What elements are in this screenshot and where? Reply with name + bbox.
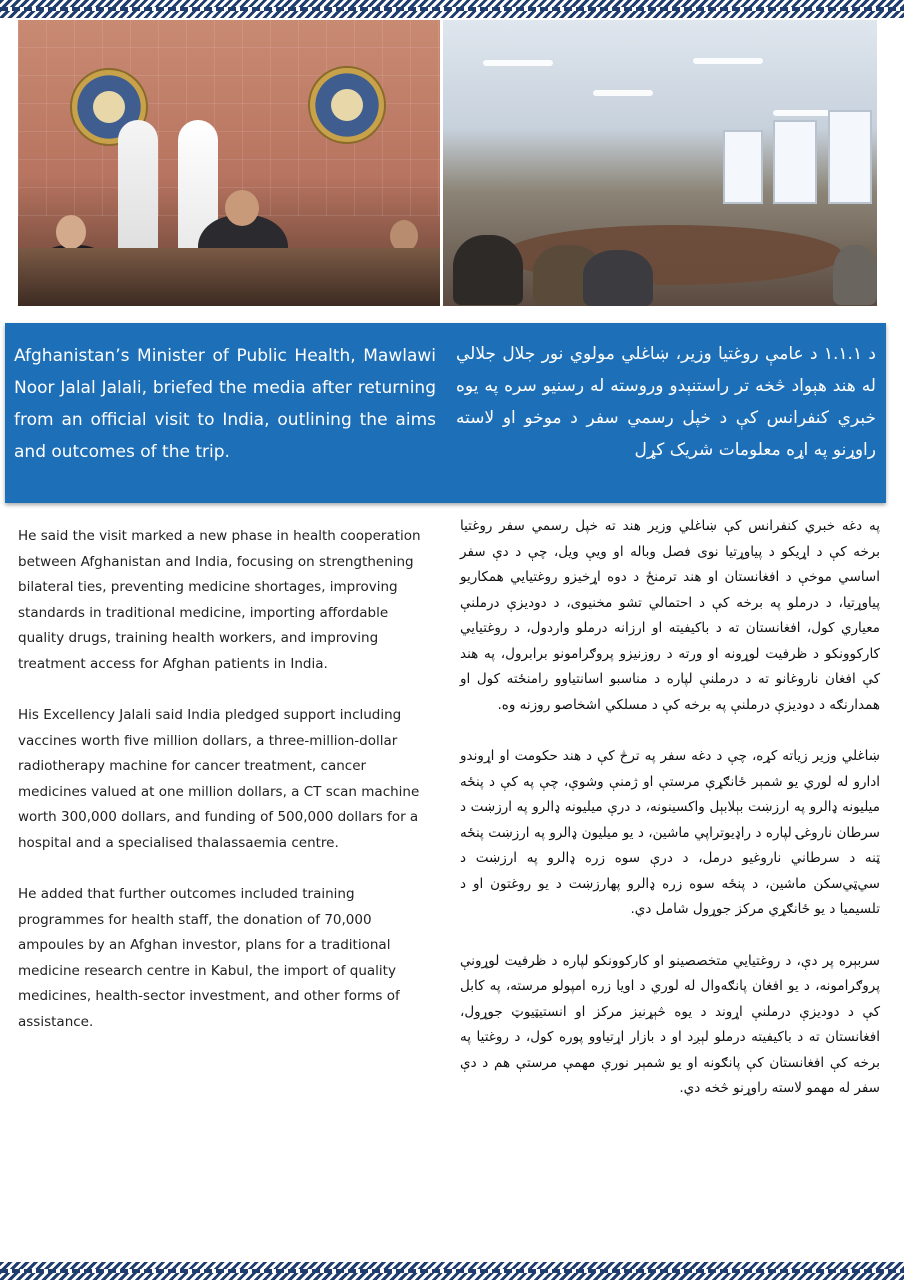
attendee [583,250,653,306]
caption-english: Afghanistan’s Minister of Public Health, Mawlawi Noor Jalal Jalali, briefed the media after returning from an official visit to India, outlining the aims and outcomes of the trip. [14,346,436,462]
ceiling-light [483,60,553,66]
attendee [833,245,877,305]
ministry-emblem-right [308,66,386,144]
attendee [453,235,523,305]
pashto-paragraph-3: سربېره پر دې، د روغتيايي متخصصينو او کارکوونکو لپاره د ظرفيت لوړونې پروګرامونه، د يو افغان پانګه‌وال له لوري د اويا زره امپولو مرسته، په کابل کې د دوديزې درملنې اړوند د يوه څېړنيز مرکز او انستيټيوټ جوړول، افغانستان ته د باکيفيته درملو لېږد او د بازار اړتياوو پوره کول، د روغتيا په برخه کې افغانستان کې پانګونه او يو شمېر نورې مهمې مرستې هم د دې سفر له مهمو لاسته راوړنو څخه دي. [460,952,880,1096]
ceiling-light [593,90,653,96]
conference-desk [18,248,440,306]
person-left-head [56,215,86,249]
conference-room-photo [443,20,877,306]
press-conference-photo [18,20,440,306]
window [723,130,763,204]
pashto-paragraph-2: ښاغلي وزير زياته کړه، چې د دغه سفر په ترڅ کې د هند حکومت او اړوندو ادارو له لوري يو شمېر ځانګړې مرستې او ژمنې وشوې، چې په کې د پنځه ميليونه ډالرو په ارزښت بېلابېل واکسينونه، د درې ميليونه ډالرو په ارزښت د سرطان ناروغۍ لپاره د راډيوتراپي ماشين، د يو ميليون ډالرو په ارزښت پنځه ټنه د سرطاني ناروغيو درمل، د درې سوه زره ډالرو په ارزښت د سي‌ټي‌سکن ماشين، د پنځه سوه زره ډالرو پهارزښت د يو روغتون او د تلسيميا د يو ځانګړي مرکز جوړول شامل دي. [460,748,880,917]
pashto-article-column [460,514,880,1128]
bottom-decorative-border [0,1262,904,1280]
english-paragraph-2: His Excellency Jalali said India pledged support including vaccines worth five million dollars, a three-million-dollar radiotherapy machine for cancer treatment, cancer medicines valued at one million dollars, a CT scan machine worth 300,000 dollars, and funding of 500,000 dollars for a hospital and a specialised thalassaemia centre. [18,707,420,851]
window [828,110,872,204]
english-paragraph-1: He said the visit marked a new phase in health cooperation between Afghanistan and India, focusing on strengthening bilateral ties, preventing medicine shortages, improving standards in traditional medicine, importing affordable quality drugs, training health workers, and improving treatment access for Afghan patients in India. [18,528,421,672]
window [773,120,817,204]
ceiling-light [693,58,763,64]
pashto-paragraph-1: په دغه خبري کنفرانس کې ښاغلي وزير هند ته خپل رسمي سفر روغتيا برخه کې د اړيکو د پياوړتيا نوی فصل وباله او ويې ويل، چې د دې سفر اساسي موخې د افغانستان او هند ترمنځ د دوه اړخيزو روغتيايي همکاريو پياوړتيا، د درملو په برخه کې د احتمالي تشو مخنيوی، د دوديزې درملنې معياري کول، افغانستان ته د باکيفيته او ارزانه درملو واردول، د روغتيايي کارکوونکو د ظرفيت لوړونه او ورته د روزنيزو پروګرامونو برابرول، په هند کې افغان ناروغانو ته د درملنې لپاره د مناسبو اسانتياوو رامنځته کول او همدارنګه د دوديزې درملنې په برخه کې د مسلکي اشخاصو روزنه وه. [460,518,880,713]
english-paragraph-3: He added that further outcomes included training programmes for health staff, the donation of 70,000 ampoules by an Afghan investor, plans for a traditional medicine research centre in Kabul, the import of quality medicines, health-sector investment, and other forms of assistance. [18,886,400,1030]
ceiling-light [773,110,833,116]
caption-pashto: د ۱.۱.۱ د عامې روغتيا وزير، ښاغلي مولوي نور جلال جلالي له هند هېواد څخه تر راستنېدو وروسته له رسنيو سره په يوه خبري کنفرانس کې د خپل رسمي سفر د موخو او لاسته راوړنو په اړه معلومات شريک کړل [456,344,876,460]
english-article-column [18,524,430,1061]
minister-head [225,190,259,226]
top-decorative-border [0,0,904,18]
